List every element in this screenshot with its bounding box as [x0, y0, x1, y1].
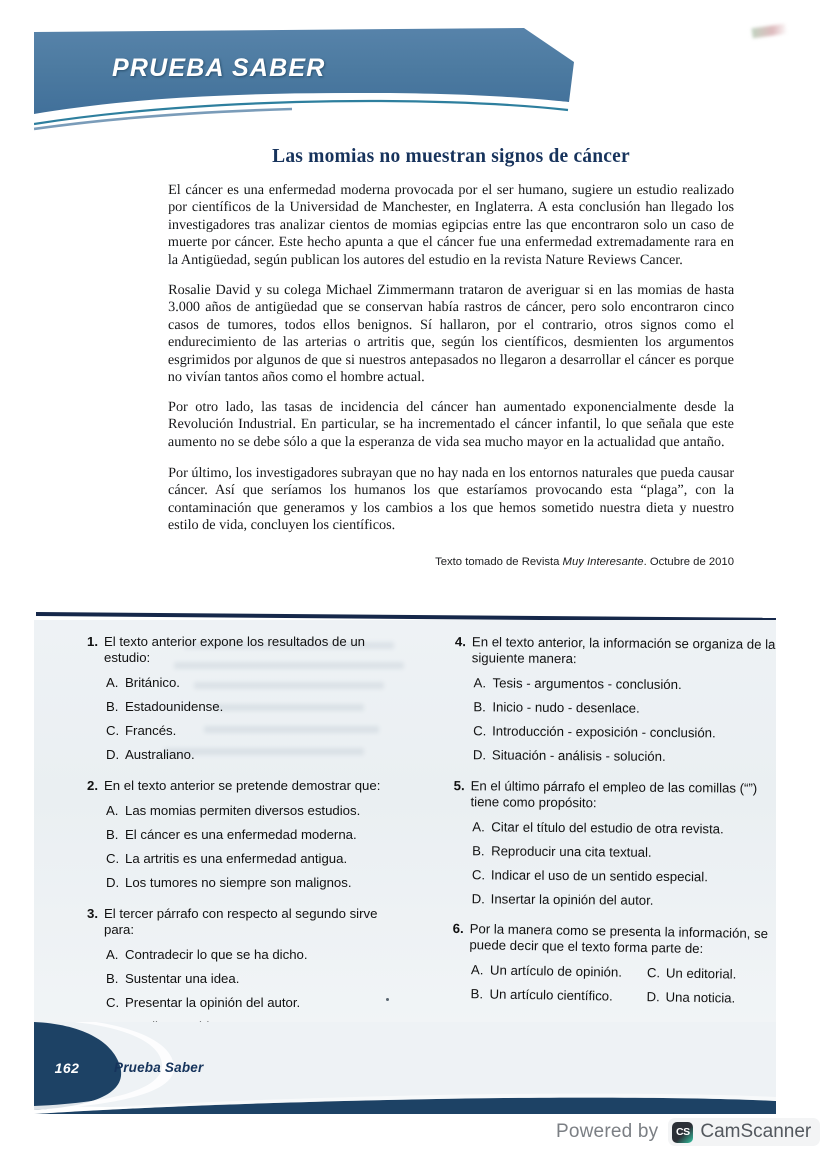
answer-option[interactable] [473, 699, 775, 717]
question-header [76, 906, 406, 938]
option-letter: D. [646, 989, 660, 1005]
option-letter: A. [106, 947, 119, 962]
prueba-saber-banner [34, 28, 594, 140]
watermark-powered-by: Powered by [556, 1121, 659, 1142]
camscanner-logo-icon: CS [672, 1122, 693, 1143]
option-letter: B. [472, 843, 485, 859]
article-paragraph: El cáncer es una enfermedad moderna provocada por el ser humano, sugiere un estudio realizado por científicos de la Universidad de Manchester, en Inglaterra. A esta conclusión han llegado los investigadores tras analizar cientos de momias egipcias entre las que encontraron solo un caso de muerte por cáncer. Este hecho apunta a que el cáncer fue una enfermedad extremadamente rara en la Antigüedad, según publican los autores del estudio en la revista Nature Reviews Cancer. [167, 182, 735, 268]
article-body [168, 146, 734, 568]
question-item [443, 634, 776, 765]
option-letter: A. [472, 819, 485, 835]
source-magazine: Muy Interesante [562, 556, 644, 569]
option-letter: A. [106, 675, 119, 690]
answer-option[interactable] [106, 699, 406, 714]
article-source [168, 556, 734, 568]
question-header [76, 778, 406, 794]
banner-shape-icon [34, 28, 594, 140]
answer-option[interactable] [106, 875, 406, 890]
option-text: Introducción - exposición - conclusión. [492, 723, 716, 741]
page-number: 162 [54, 1060, 80, 1076]
question-number: 3. [87, 906, 98, 921]
scan-artifact-icon [751, 24, 786, 39]
option-letter: C. [106, 995, 120, 1010]
option-text: Las momias permiten diversos estudios. [125, 803, 361, 818]
question-item [76, 906, 406, 1034]
answer-option[interactable] [647, 965, 737, 981]
option-letter: A. [470, 962, 484, 978]
question-text: En el último párrafo el empleo de las comillas (“”) tiene como propósito: [470, 778, 758, 811]
questions-panel [34, 620, 776, 1060]
answer-option[interactable] [106, 723, 406, 738]
option-text: Reproducir una cita textual. [491, 843, 652, 860]
answer-option[interactable] [472, 867, 774, 885]
answer-option[interactable] [106, 947, 406, 962]
option-letter: C. [473, 723, 487, 739]
footer-label: Prueba Saber [114, 1060, 204, 1075]
option-text: Francés. [125, 723, 177, 738]
question-number: 5. [453, 778, 465, 794]
option-letter: B. [473, 699, 486, 715]
option-text: Una noticia. [665, 989, 736, 1006]
camscanner-watermark [556, 1118, 820, 1146]
question-item [440, 921, 773, 1006]
option-text: Un editorial. [665, 965, 737, 982]
option-letter: B. [106, 699, 119, 714]
question-item [442, 778, 775, 909]
option-text: Situación - análisis - solución. [491, 747, 666, 764]
option-text: Indicar el uso de un sentido especial. [490, 867, 708, 885]
option-letter: C. [646, 965, 661, 981]
questions-column-right [441, 634, 776, 1021]
source-prefix: Texto tomado de Revista [435, 556, 563, 569]
question-text: El texto anterior expone los resultados de un estudio: [104, 634, 365, 665]
answer-option[interactable] [471, 962, 647, 980]
answer-option[interactable] [473, 747, 775, 765]
question-text: El tercer párrafo con respecto al segundo sirve para: [104, 906, 378, 937]
answer-option-row [470, 986, 772, 1006]
option-text: Insertar la opinión del autor. [490, 891, 654, 908]
answer-option[interactable] [473, 723, 775, 741]
question-text: Por la manera como se presenta la información, se puede decir que el texto forma parte de: [469, 921, 769, 957]
answer-option[interactable] [106, 803, 406, 818]
answer-option[interactable] [106, 827, 406, 842]
answer-option[interactable] [106, 995, 406, 1010]
option-letter: B. [470, 986, 484, 1002]
question-text: En el texto anterior, la información se organiza de la siguiente manera: [471, 634, 776, 667]
question-header [442, 778, 774, 813]
option-text: Citar el título del estudio de otra revista. [491, 819, 724, 837]
answer-option[interactable] [474, 675, 776, 693]
answer-option[interactable] [106, 851, 406, 866]
question-header [76, 634, 406, 666]
answer-option[interactable] [106, 675, 406, 690]
answer-option[interactable] [106, 971, 406, 986]
question-number: 2. [87, 778, 98, 793]
source-suffix: . Octubre de 2010 [643, 556, 734, 569]
option-letter: C. [106, 851, 120, 866]
option-letter: C. [471, 867, 486, 883]
article-paragraph: Por último, los investigadores subrayan que no hay nada en los entornos naturales que pueda causar cáncer. Así que seríamos los humanos los que estaríamos provocando esta “plaga”, con la contaminación que generamos y los cambios a los que hemos sometido nuestra dieta y nuestro estilo de vida, concluyen los científicos. [167, 464, 735, 533]
option-text: Contradecir lo que se ha dicho. [125, 947, 308, 962]
option-text: Un artículo de opinión. [489, 962, 623, 980]
article-paragraph: Por otro lado, las tasas de incidencia del cáncer han aumentado exponencialmente desde la Revolución Industrial. En particular, se ha incrementado el cáncer infantil, lo que señala que este aumento no se debe sólo a que la esperanza de vida sea mucho mayor en la actualidad que antaño. [167, 399, 735, 451]
option-letter: D. [472, 747, 487, 763]
question-number: 1. [87, 634, 98, 649]
page-footer [34, 1022, 776, 1114]
option-letter: D. [106, 875, 120, 890]
option-text: Inicio - nudo - desenlace. [492, 699, 640, 716]
option-text: Estadounidense. [125, 699, 224, 714]
answer-option[interactable] [472, 891, 774, 909]
question-header [441, 921, 773, 959]
answer-option[interactable] [472, 843, 774, 861]
option-letter: A. [106, 803, 119, 818]
question-item [76, 778, 406, 890]
answer-option[interactable] [472, 819, 774, 837]
option-text: Presentar la opinión del autor. [125, 995, 301, 1010]
option-letter: D. [471, 891, 485, 907]
question-text: En el texto anterior se pretende demostrar que: [104, 778, 381, 793]
question-header [444, 634, 776, 669]
option-letter: B. [106, 827, 119, 842]
option-letter: B. [106, 971, 119, 986]
option-text: Los tumores no siempre son malignos. [125, 875, 352, 890]
option-text: Británico. [125, 675, 180, 690]
watermark-brand: CamScanner [700, 1121, 812, 1142]
answer-option[interactable] [646, 989, 735, 1005]
answer-option[interactable] [106, 747, 406, 762]
banner-title: PRUEBA SABER [112, 54, 326, 82]
option-text: Australiano. [125, 747, 195, 762]
option-letter: C. [106, 723, 120, 738]
option-letter: A. [473, 675, 487, 691]
option-text: El cáncer es una enfermedad moderna. [125, 827, 357, 842]
question-number: 4. [454, 634, 466, 650]
questions-column-left [76, 634, 406, 1050]
option-text: Tesis - argumentos - conclusión. [492, 675, 682, 693]
option-text: La artritis es una enfermedad antigua. [125, 851, 348, 866]
article-paragraph: Rosalie David y su colega Michael Zimmermann trataron de averiguar si en las momias de hasta 3.000 años de antigüedad que se conservan había rastros de cáncer, pero solo encontraron cinco casos de tumores, todos ellos benignos. Sí hallaron, por el contrario, otros signos como el endurecimiento de las arterias o artritis que, según los científicos, desmienten los argumentos esgrimidos por algunos de que si nuestros antepasados no llegaron a desarrollar el cáncer es porque no vivían tantos años como el hombre actual. [167, 282, 735, 386]
answer-option-row [471, 962, 773, 982]
question-item [76, 634, 406, 762]
article-title: Las momias no muestran signos de cáncer [272, 146, 630, 167]
option-text: Un artículo científico. [489, 986, 613, 1004]
option-letter: D. [106, 747, 120, 762]
answer-option[interactable] [470, 986, 646, 1004]
watermark-chip [668, 1118, 820, 1146]
question-number: 6. [452, 920, 464, 937]
option-text: Sustentar una idea. [125, 971, 240, 986]
